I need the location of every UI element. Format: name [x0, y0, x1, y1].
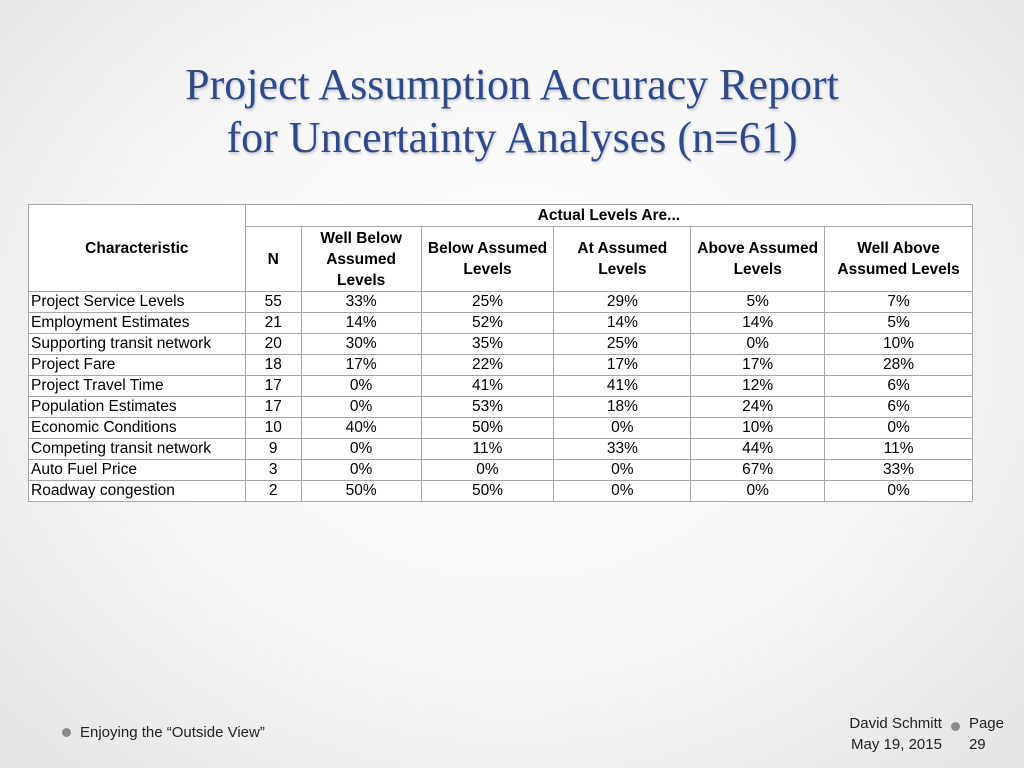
- cell-n: 17: [245, 376, 301, 397]
- cell-at: 18%: [554, 397, 691, 418]
- cell-well-below: 0%: [301, 376, 421, 397]
- cell-n: 18: [245, 355, 301, 376]
- cell-n: 55: [245, 292, 301, 313]
- cell-above: 0%: [691, 334, 825, 355]
- cell-at: 33%: [554, 439, 691, 460]
- cell-well-below: 0%: [301, 460, 421, 481]
- cell-below: 11%: [421, 439, 554, 460]
- cell-above: 44%: [691, 439, 825, 460]
- cell-below: 50%: [421, 418, 554, 439]
- cell-n: 20: [245, 334, 301, 355]
- cell-well-above: 0%: [825, 418, 973, 439]
- cell-at: 29%: [554, 292, 691, 313]
- table-row: [29, 334, 973, 355]
- cell-well-below: 50%: [301, 481, 421, 502]
- cell-below: 52%: [421, 313, 554, 334]
- cell-well-above: 6%: [825, 376, 973, 397]
- cell-well-below: 17%: [301, 355, 421, 376]
- cell-at: 14%: [554, 313, 691, 334]
- cell-well-above: 6%: [825, 397, 973, 418]
- cell-at: 0%: [554, 460, 691, 481]
- cell-below: 50%: [421, 481, 554, 502]
- cell-well-above: 33%: [825, 460, 973, 481]
- cell-at: 0%: [554, 481, 691, 502]
- footer-caption: Enjoying the “Outside View”: [80, 724, 265, 741]
- footer-author: David Schmitt: [849, 715, 942, 732]
- header-characteristic: Characteristic: [29, 205, 246, 292]
- bullet-icon: [951, 722, 960, 731]
- footer-author-block: [849, 713, 942, 755]
- accuracy-table: [28, 204, 973, 502]
- table-row: [29, 418, 973, 439]
- cell-above: 12%: [691, 376, 825, 397]
- cell-above: 0%: [691, 481, 825, 502]
- cell-n: 3: [245, 460, 301, 481]
- bullet-icon: [62, 728, 71, 737]
- slide-title: [0, 58, 1024, 164]
- title-line-1: Project Assumption Accuracy Report: [185, 60, 839, 109]
- cell-below: 53%: [421, 397, 554, 418]
- cell-well-below: 0%: [301, 397, 421, 418]
- header-n: N: [245, 227, 301, 292]
- cell-characteristic: Supporting transit network: [29, 334, 246, 355]
- cell-characteristic: Project Travel Time: [29, 376, 246, 397]
- cell-well-above: 28%: [825, 355, 973, 376]
- cell-below: 22%: [421, 355, 554, 376]
- header-actual-levels: Actual Levels Are...: [245, 205, 972, 227]
- footer-page-number: 29: [968, 736, 986, 753]
- cell-above: 67%: [691, 460, 825, 481]
- cell-n: 9: [245, 439, 301, 460]
- table-row: [29, 292, 973, 313]
- cell-n: 10: [245, 418, 301, 439]
- cell-at: 41%: [554, 376, 691, 397]
- table-row: [29, 460, 973, 481]
- cell-above: 17%: [691, 355, 825, 376]
- footer-right: [849, 713, 1004, 755]
- footer-page-block: [969, 713, 1004, 755]
- cell-above: 24%: [691, 397, 825, 418]
- cell-below: 35%: [421, 334, 554, 355]
- cell-well-above: 0%: [825, 481, 973, 502]
- cell-below: 0%: [421, 460, 554, 481]
- cell-at: 25%: [554, 334, 691, 355]
- cell-below: 25%: [421, 292, 554, 313]
- table-row: [29, 355, 973, 376]
- cell-above: 10%: [691, 418, 825, 439]
- cell-well-above: 10%: [825, 334, 973, 355]
- table-row: [29, 376, 973, 397]
- cell-at: 17%: [554, 355, 691, 376]
- footer-page-label: Page: [968, 715, 1004, 732]
- cell-n: 21: [245, 313, 301, 334]
- cell-well-below: 40%: [301, 418, 421, 439]
- cell-above: 5%: [691, 292, 825, 313]
- header-well-above: Well Above Assumed Levels: [825, 227, 973, 292]
- cell-characteristic: Auto Fuel Price: [29, 460, 246, 481]
- header-above: Above Assumed Levels: [691, 227, 825, 292]
- cell-characteristic: Population Estimates: [29, 397, 246, 418]
- cell-characteristic: Roadway congestion: [29, 481, 246, 502]
- table-body: [29, 292, 973, 502]
- footer-date: May 19, 2015: [851, 736, 942, 753]
- table-row: [29, 439, 973, 460]
- cell-well-above: 7%: [825, 292, 973, 313]
- cell-below: 41%: [421, 376, 554, 397]
- table-row: [29, 397, 973, 418]
- footer-left: [62, 724, 265, 741]
- cell-well-above: 11%: [825, 439, 973, 460]
- title-line-2: for Uncertainty Analyses (n=61): [226, 113, 798, 162]
- cell-n: 2: [245, 481, 301, 502]
- cell-characteristic: Economic Conditions: [29, 418, 246, 439]
- cell-characteristic: Project Service Levels: [29, 292, 246, 313]
- cell-well-below: 14%: [301, 313, 421, 334]
- header-well-below: Well Below Assumed Levels: [301, 227, 421, 292]
- cell-at: 0%: [554, 418, 691, 439]
- cell-well-above: 5%: [825, 313, 973, 334]
- table-row: [29, 313, 973, 334]
- cell-well-below: 0%: [301, 439, 421, 460]
- cell-characteristic: Competing transit network: [29, 439, 246, 460]
- cell-well-below: 30%: [301, 334, 421, 355]
- cell-characteristic: Employment Estimates: [29, 313, 246, 334]
- cell-well-below: 33%: [301, 292, 421, 313]
- table-row: [29, 481, 973, 502]
- cell-characteristic: Project Fare: [29, 355, 246, 376]
- cell-n: 17: [245, 397, 301, 418]
- cell-above: 14%: [691, 313, 825, 334]
- header-below: Below Assumed Levels: [421, 227, 554, 292]
- header-at: At Assumed Levels: [554, 227, 691, 292]
